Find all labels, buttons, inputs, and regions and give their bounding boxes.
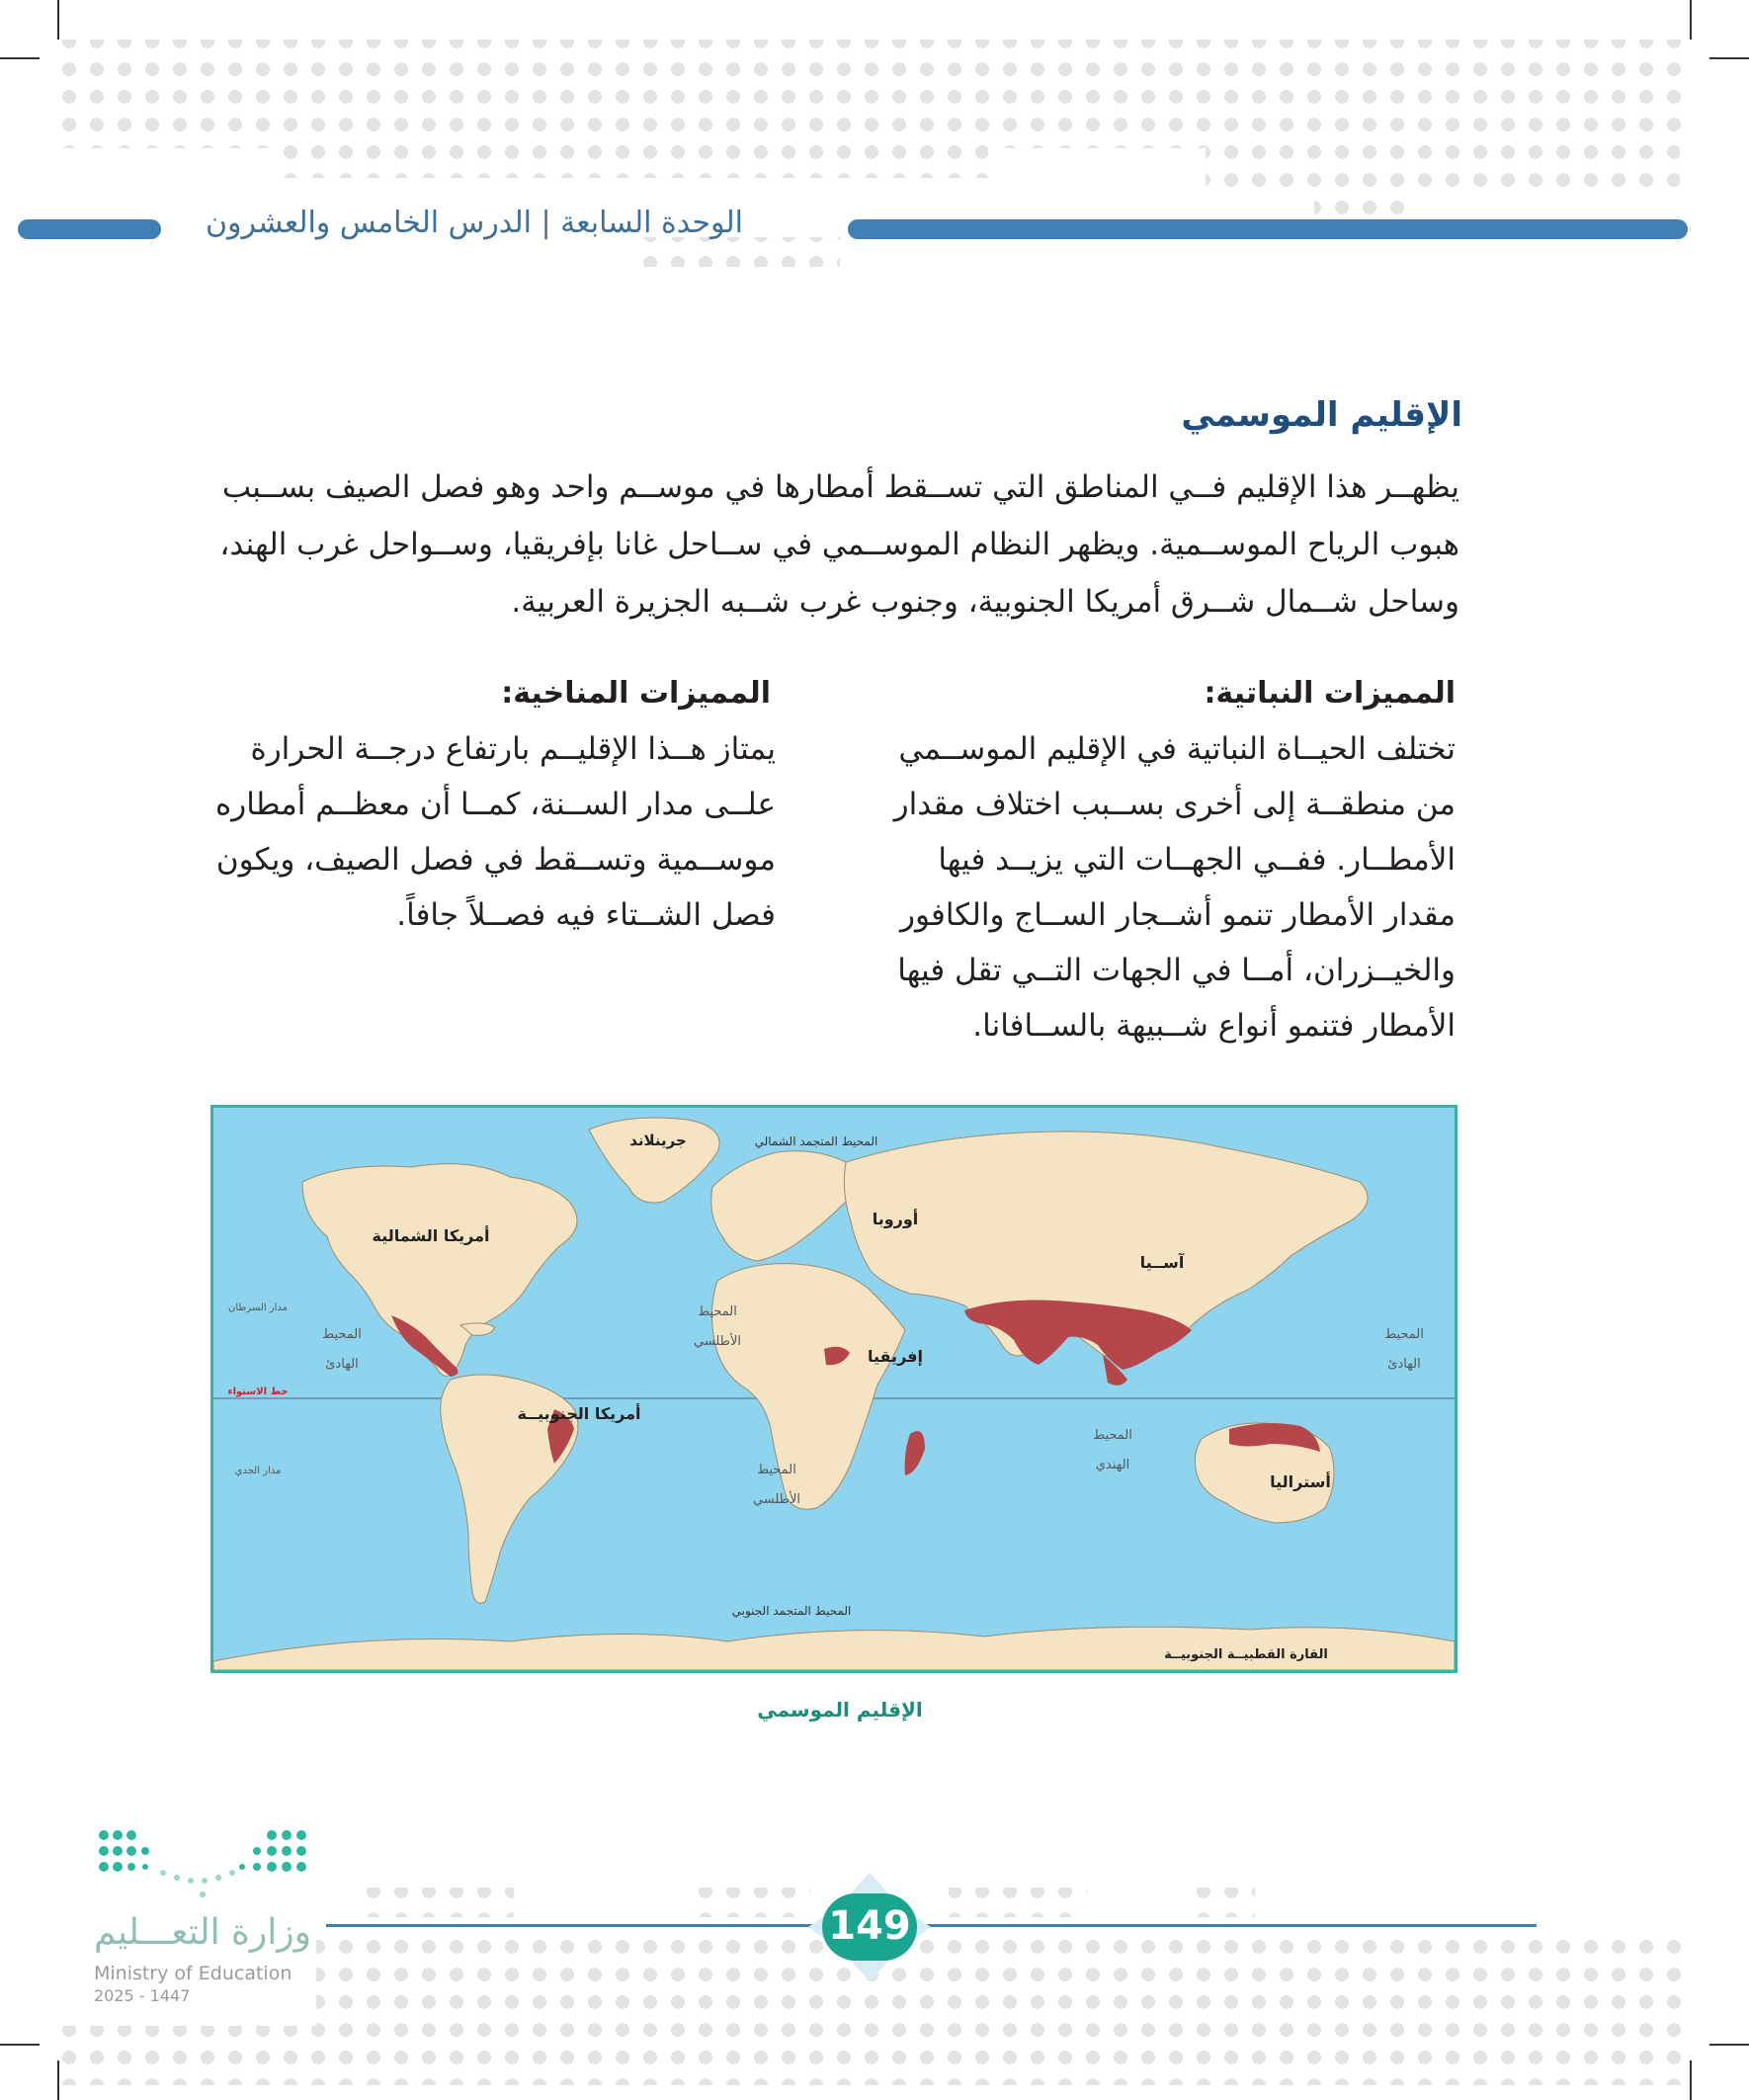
climate-line: فصل الشــتاء فيه فصــلاً جافاً. [396, 897, 776, 933]
map-label-atlantic-south: الأطلسي [752, 1492, 801, 1507]
ministry-year: 2025 - 1447 [94, 1986, 191, 2005]
map-label-asia: آســيا [1139, 1253, 1185, 1272]
section-title: الإقليم الموسمي [1181, 395, 1462, 435]
map-label-indian: المحيط [1093, 1428, 1132, 1443]
intro-line: وساحل شــمال شــرق أمريكا الجنوبية، وجنوب غرب شــبه الجزيرة العربية. [511, 584, 1459, 620]
intro-paragraph [214, 459, 1459, 630]
map-label-pacific-east: المحيط [1384, 1327, 1424, 1342]
header-bar-right [848, 219, 1688, 239]
map-label-atlantic-north: المحيط [698, 1304, 737, 1319]
map-label-pacific-east: الهادئ [1387, 1357, 1421, 1372]
map-label-antarctica: القارة القطبيــة الجنوبيــة [1164, 1647, 1328, 1662]
plants-line: الأمطار فتنمو أنواع شــبيهة بالســافانا. [972, 1008, 1456, 1044]
map-label-equator: خط الاستواء [227, 1386, 289, 1397]
map-label-atlantic-north: الأطلسي [693, 1334, 742, 1349]
plants-line: الأمطــار. ففــي الجهــات التي يزيــد فيها [938, 842, 1456, 878]
plants-line: تختلف الحيــاة النباتية في الإقليم الموســمي [898, 731, 1456, 767]
plants-heading: المميزات النباتية: [1204, 676, 1456, 711]
map-label-australia: أستراليا [1270, 1472, 1331, 1491]
map-label-greenland: جرينلاند [629, 1132, 687, 1149]
world-map [210, 1105, 1458, 1673]
plants-line: مقدار الأمطار تنمو أشــجار الســاج والكافور [900, 897, 1456, 933]
ministry-logo-icon [94, 1823, 311, 1912]
map-label-atlantic-south: المحيط [757, 1463, 796, 1477]
climate-line: علــى مدار الســنة، كمــا أن معظــم أمطاره [215, 787, 776, 822]
map-label-southern-ocean: المحيط المتجمد الجنوبي [731, 1604, 852, 1618]
map-label-north-america: أمريكا الشمالية [372, 1226, 490, 1245]
plants-text [892, 721, 1456, 1053]
map-label-tropic-cancer: مدار السرطان [227, 1302, 289, 1313]
climate-line: موســمية وتســقط في فصل الصيف، ويكون [215, 842, 776, 878]
map-label-pacific-west: الهادئ [325, 1357, 359, 1372]
climate-text [212, 721, 776, 943]
ministry-name-ar: وزارة التعـــليم [94, 1912, 312, 1953]
world-map-svg [213, 1108, 1455, 1670]
map-label-south-america: أمريكا الجنوبيــة [517, 1404, 641, 1423]
map-label-indian: الهندي [1095, 1458, 1130, 1472]
map-caption: الإقليم الموسمي [757, 1698, 923, 1722]
intro-line: يظهــر هذا الإقليم فــي المناطق التي تســقط أمطارها في موســم واحد وهو فصل الصيف بســبب [221, 469, 1459, 505]
page-number: 149 [828, 1903, 911, 1949]
map-label-europe: أوروبا [872, 1210, 919, 1228]
climate-line: يمتاز هــذا الإقليــم بارتفاع درجــة الحرارة [250, 731, 776, 767]
breadcrumb: الوحدة السابعة | الدرس الخامس والعشرون [206, 206, 743, 240]
map-label-pacific-west: المحيط [322, 1327, 362, 1342]
plants-line: من منطقــة إلى أخرى بســبب اختلاف مقدار [893, 787, 1456, 822]
intro-line: هبوب الرياح الموســمية. ويظهر النظام الموســمي في ســاحل غانا بإفريقيا، وســواحل غرب الهند، [219, 527, 1459, 562]
ministry-name-en: Ministry of Education [94, 1963, 292, 1984]
plants-line: والخيــزران، أمــا في الجهات التــي تقل فيها [897, 953, 1456, 988]
map-label-arctic: المحيط المتجمد الشمالي [754, 1134, 878, 1148]
climate-heading: المميزات المناخية: [501, 676, 771, 711]
map-label-tropic-capricorn: مدار الجدي [234, 1466, 282, 1476]
map-label-africa: إفريقيا [868, 1347, 923, 1366]
header-bar-left [18, 219, 161, 239]
